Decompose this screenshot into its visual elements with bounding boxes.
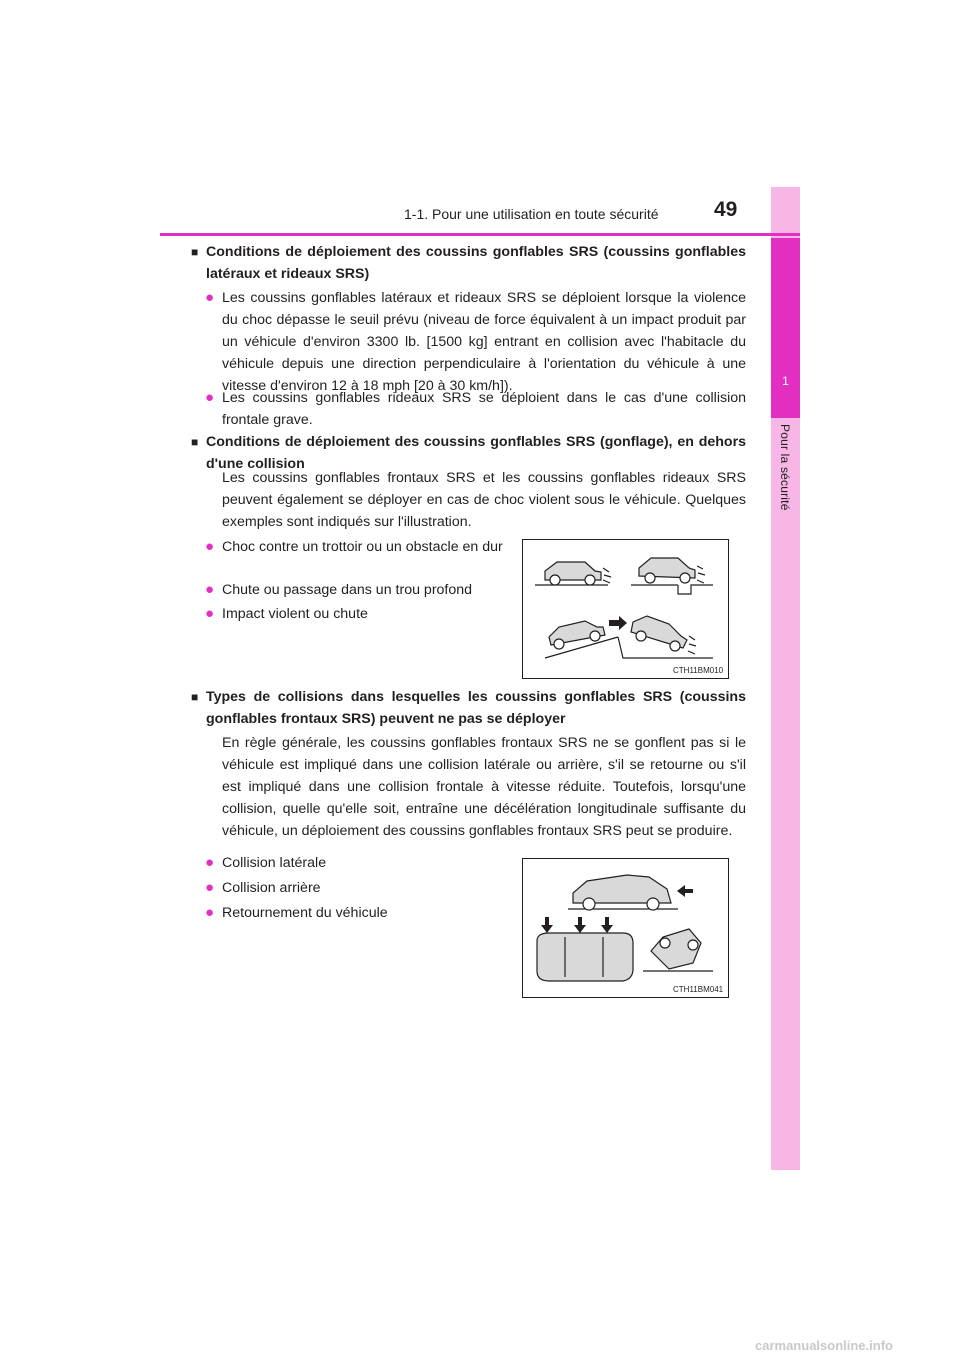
bullet-icon: ● bbox=[205, 538, 215, 555]
square-marker-icon: ■ bbox=[191, 245, 199, 259]
list-item: ● Choc contre un trottoir ou un obstacle en dur bbox=[222, 536, 508, 558]
list-item: ● Les coussins gonflables latéraux et rideaux SRS se déploient lorsque la violence du choc dépasse le seuil prévu (niveau de force équivalent à un impact produit par un véhicule d'environ 3300 lb. [1500 kg] entrant en collision avec l'habitacle du véhicule depuis une direction perpendiculaire à l'orientation du véhicule à une vitesse d'environ 12 à 18 mph [20 à 30 km/h]). bbox=[205, 289, 746, 394]
list-item: ● Collision arrière bbox=[222, 877, 492, 899]
bullet-icon: ● bbox=[205, 879, 215, 896]
bullet-icon: ● bbox=[205, 904, 215, 921]
body-paragraph: Les coussins gonflables frontaux SRS et les coussins gonflables rideaux SRS peuvent également se déployer en cas de choc violent sous le véhicule. Quelques exemples sont indiqués sur l'illustration. bbox=[222, 470, 746, 530]
illustration-undercarriage-impact bbox=[522, 539, 729, 679]
section-heading: ■ Types de collisions dans lesquelles les coussins gonflables SRS (coussins gonflables frontaux SRS) peuvent ne pas se déployer bbox=[206, 686, 746, 730]
watermark: carmanualsonline.info bbox=[755, 1338, 893, 1353]
figure-id: CTH11BM010 bbox=[673, 666, 724, 675]
arrow-right-icon bbox=[609, 616, 627, 630]
section-heading: ■ Conditions de déploiement des coussins gonflables SRS (coussins gonflables latéraux et rideaux SRS) bbox=[206, 241, 746, 285]
header-rule bbox=[160, 233, 800, 236]
arrow-left-icon bbox=[677, 885, 693, 897]
section-header: 1-1. Pour une utilisation en toute sécurité bbox=[404, 206, 659, 222]
car-impact-illustration bbox=[523, 540, 728, 678]
bullet-icon: ● bbox=[205, 581, 215, 598]
bullet-icon: ● bbox=[205, 389, 215, 406]
list-item: ● Collision latérale bbox=[222, 852, 492, 874]
collision-types-illustration bbox=[523, 859, 728, 997]
list-item: ● Retournement du véhicule bbox=[222, 902, 492, 924]
list-item: ● Les coussins gonflables rideaux SRS se déploient dans le cas d'une collision frontale grave. bbox=[205, 389, 746, 428]
arrow-down-icon bbox=[541, 917, 553, 933]
list-item: ● Impact violent ou chute bbox=[222, 603, 522, 625]
figure-id: CTH11BM041 bbox=[673, 985, 724, 994]
square-marker-icon: ■ bbox=[191, 690, 199, 704]
chapter-number: 1 bbox=[782, 374, 789, 388]
chapter-side-tab-active bbox=[771, 238, 800, 418]
page-number: 49 bbox=[714, 198, 738, 221]
section-heading: ■ Conditions de déploiement des coussins gonflables SRS (gonflage), en dehors d'une collision bbox=[206, 431, 746, 475]
bullet-icon: ● bbox=[205, 605, 215, 622]
arrow-down-icon bbox=[601, 917, 613, 933]
arrow-down-icon bbox=[574, 917, 586, 933]
square-marker-icon: ■ bbox=[191, 435, 199, 449]
bullet-icon: ● bbox=[205, 289, 215, 306]
illustration-collision-types bbox=[522, 858, 729, 998]
body-paragraph: En règle générale, les coussins gonflables frontaux SRS ne se gonflent pas si le véhicule est impliqué dans une collision latérale ou arrière, s'il se retourne ou s'il est impliqué dans une collision frontale à vitesse réduite. Toutefois, lorsqu'une collision, quelle qu'elle soit, entraîne une décélération longitudinale suffisante du véhicule, un déploiement des coussins gonflables frontaux SRS peut se produire. bbox=[222, 735, 746, 839]
list-item: ● Chute ou passage dans un trou profond bbox=[222, 579, 522, 601]
chapter-title: Pour la sécurité bbox=[778, 424, 792, 511]
bullet-icon: ● bbox=[205, 854, 215, 871]
